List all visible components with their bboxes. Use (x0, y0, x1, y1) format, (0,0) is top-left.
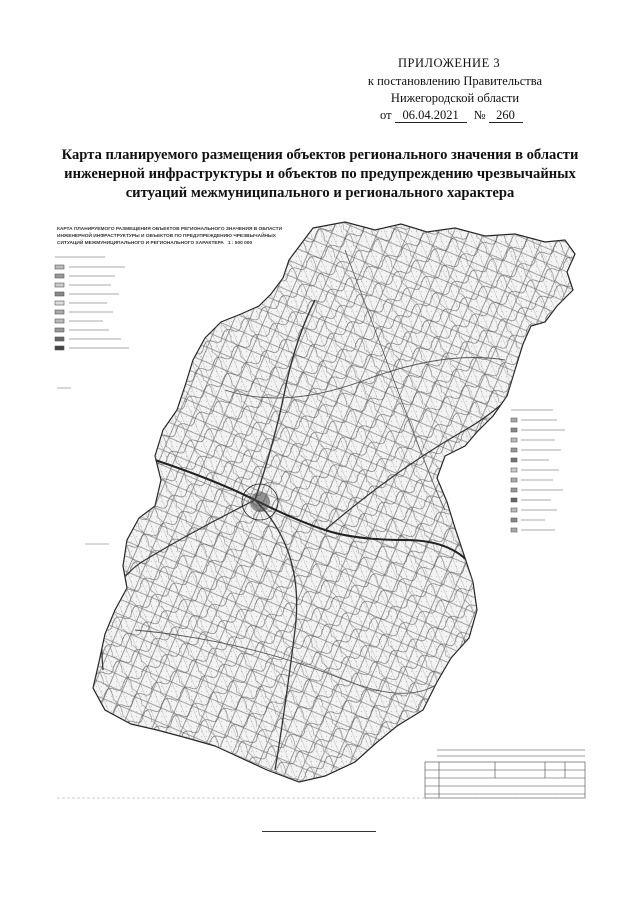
region-map (45, 210, 600, 805)
map-title-line-2: ИНЖЕНЕРНОЙ ИНФРАСТРУКТУРЫ И ОБЪЕКТОВ ПО ПРЕДУПРЕЖДЕНИЮ ЧРЕЗВЫЧАЙНЫХ (57, 234, 276, 239)
region-line: Нижегородской области (390, 91, 520, 105)
title-line-2: инженерной инфраструктуры и объектов по предупреждению чрезвычайных (64, 166, 576, 182)
resolution-number: 260 (489, 108, 523, 123)
map-title-line-3 (57, 238, 252, 246)
appendix-title: ПРИЛОЖЕНИЕ 3 (398, 56, 501, 70)
map-stamp-table (425, 750, 585, 798)
map-inner-title (57, 226, 283, 246)
date-number-line (380, 108, 523, 123)
resolution-date: 06.04.2021 (395, 108, 467, 123)
region-shape (85, 210, 585, 790)
map-annotation-left (57, 388, 109, 544)
map-svg (45, 210, 600, 805)
title-line-1: Карта планируемого размещения объектов регионального значения в области (61, 147, 579, 163)
map-legend-left (55, 257, 129, 350)
number-sign: № (473, 108, 486, 122)
map-legend-right (511, 410, 565, 532)
map-title-line-3-text: СИТУАЦИЙ МЕЖМУНИЦИПАЛЬНОГО И РЕГИОНАЛЬНОГО ХАРАКТЕРА (57, 241, 224, 246)
bottom-separator (262, 831, 376, 832)
map-title-line-1: КАРТА ПЛАНИРУЕМОГО РАЗМЕЩЕНИЯ ОБЪЕКТОВ РЕГИОНАЛЬНОГО ЗНАЧЕНИЯ В ОБЛАСТИ (57, 227, 283, 232)
map-scale: 1 : 500 000 (227, 241, 253, 246)
date-prefix: от (380, 108, 392, 122)
title-line-3: ситуаций межмуниципального и регионального характера (125, 185, 515, 201)
resolution-line: к постановлению Правительства (367, 74, 543, 88)
document-title (30, 146, 610, 203)
